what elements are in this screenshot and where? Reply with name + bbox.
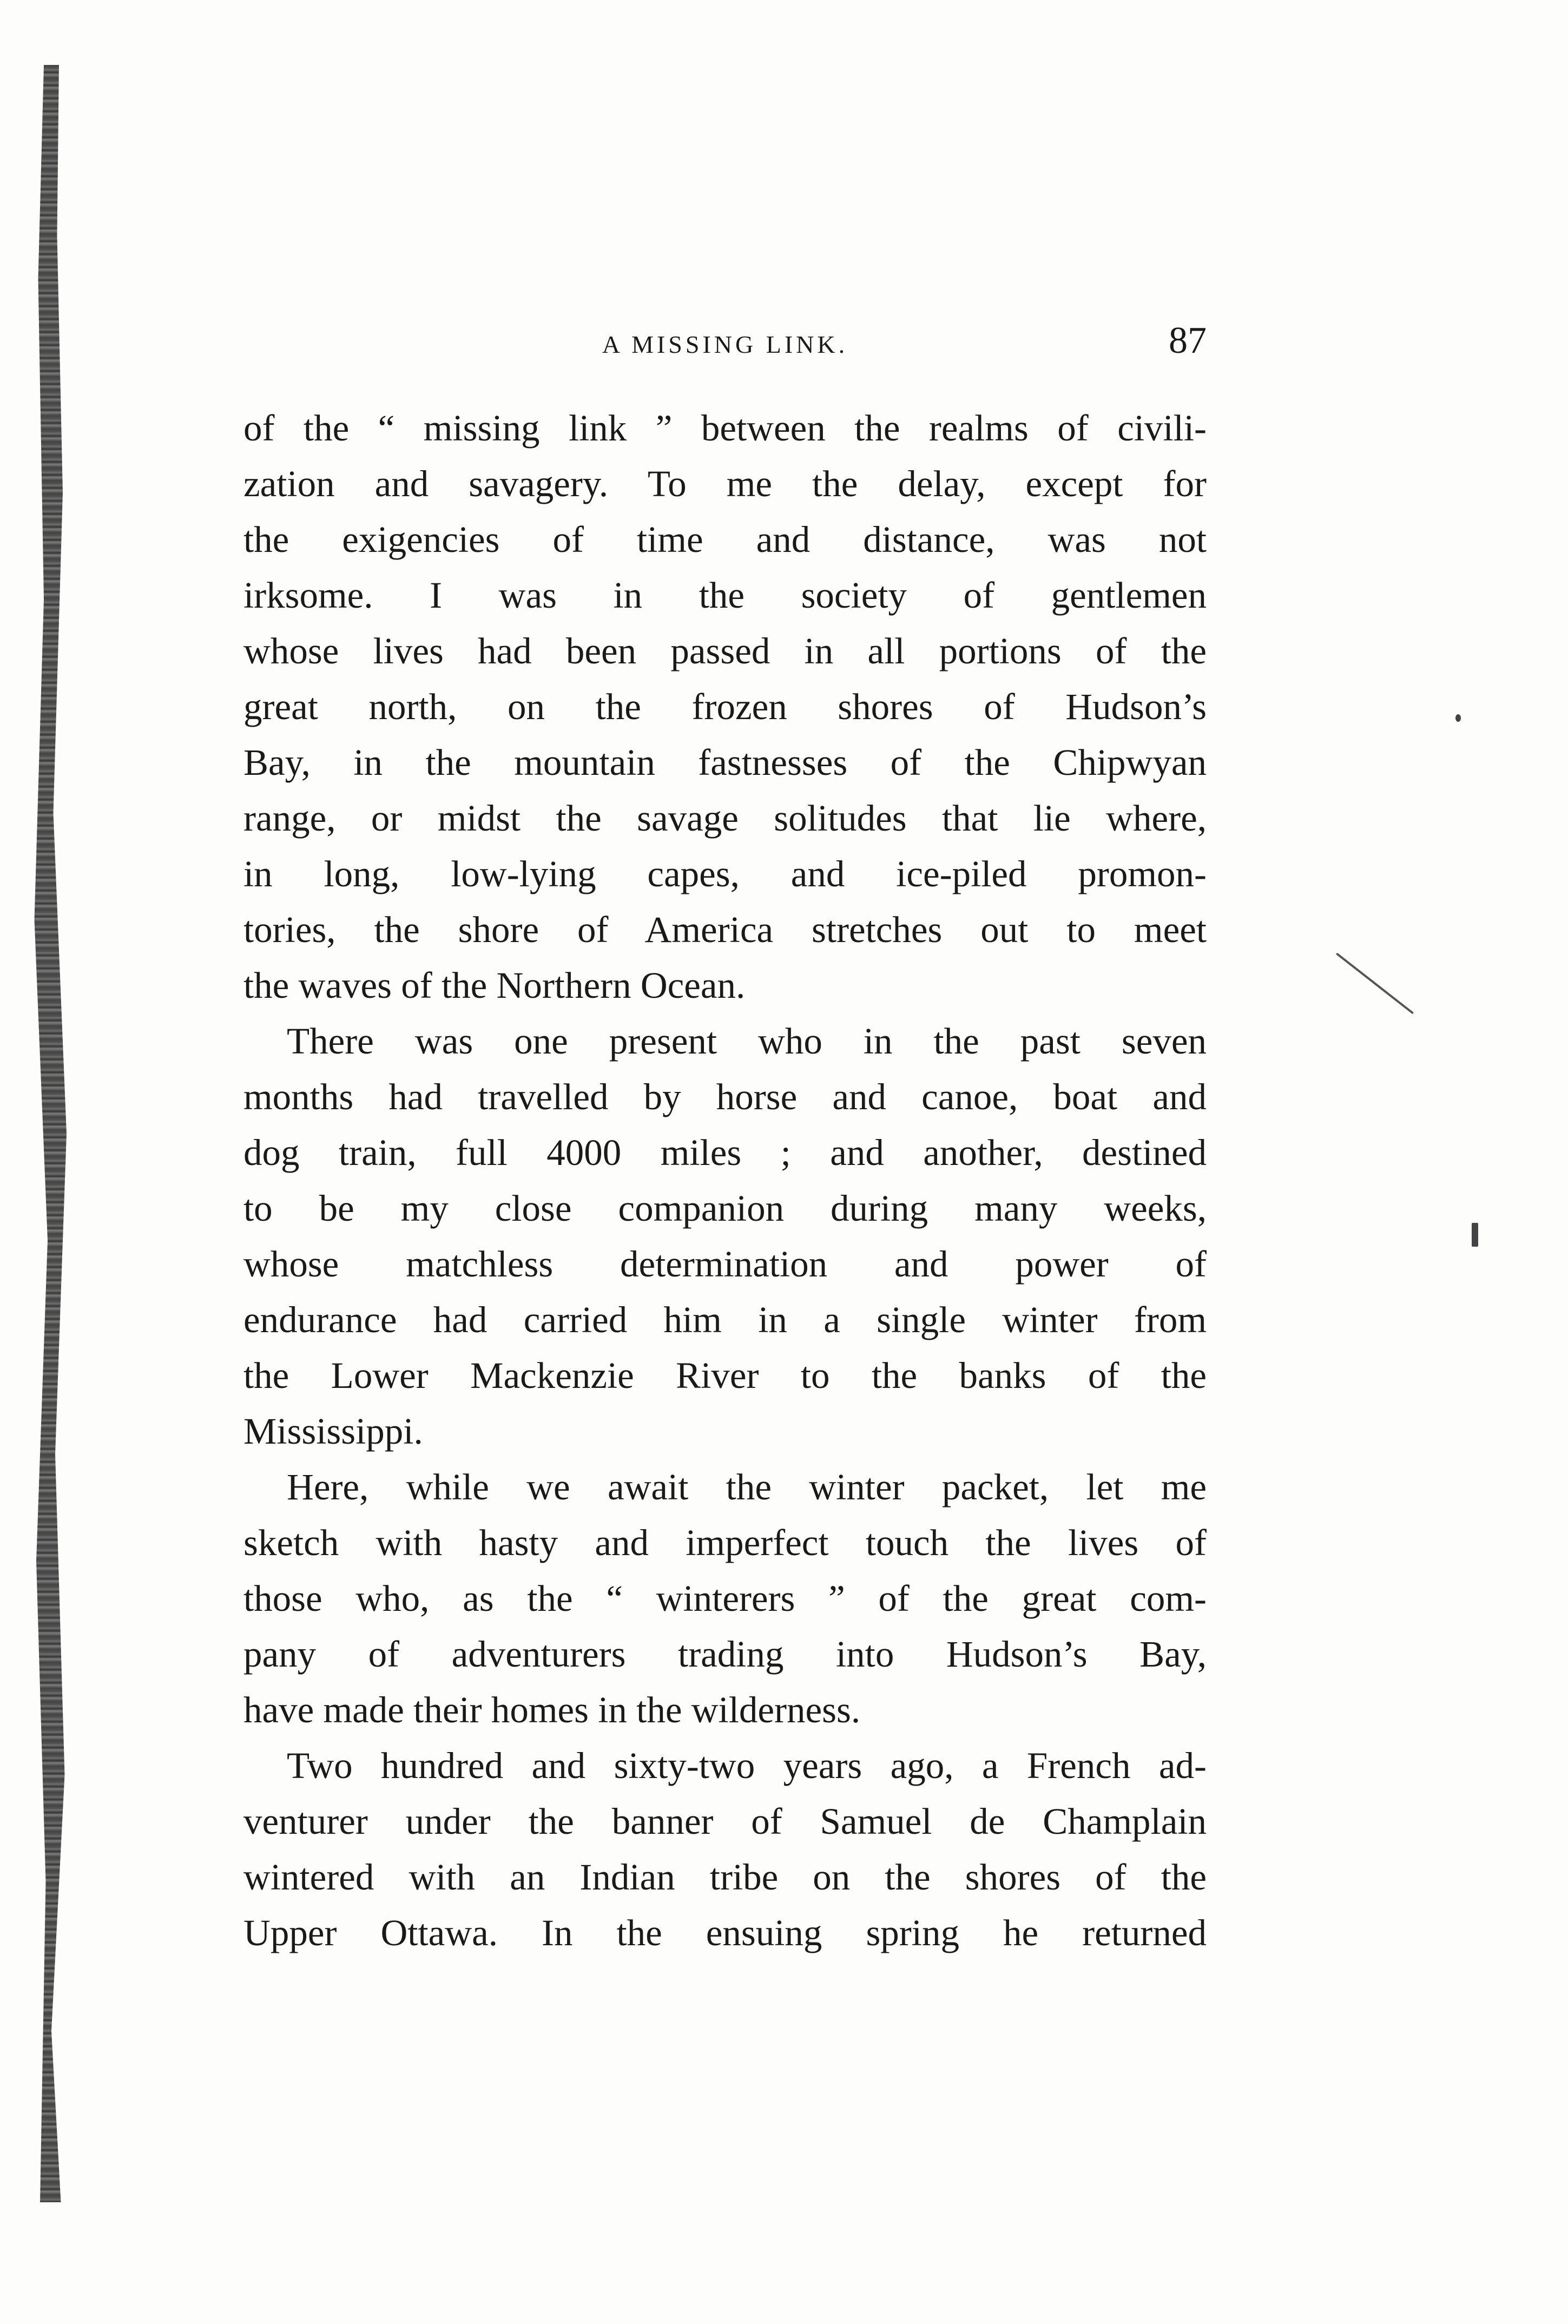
paragraph [243,1013,1207,1459]
text-line: endurance had carried him in a single winter from [243,1299,1207,1340]
text-line: zation and savagery. To me the delay, except for [243,463,1207,504]
text-line: those who, as the “ winterers ” of the great com- [243,1578,1207,1619]
scan-speck [1472,1223,1478,1247]
text-line: range, or midst the savage solitudes that lie where, [243,798,1207,839]
text-line: There was one present who in the past seven [287,1021,1207,1062]
running-title: A MISSING LINK. [602,331,848,358]
text-line: wintered with an Indian tribe on the shores of the [243,1856,1207,1898]
text-line: whose lives had been passed in all portions of the [243,630,1207,671]
body-text [243,400,1207,1961]
text-line: Mississippi. [243,1411,423,1452]
text-line: the exigencies of time and distance, was not [243,519,1207,560]
paragraph [243,1459,1207,1738]
paragraph [243,400,1207,1013]
text-line: great north, on the frozen shores of Hudson’s [243,686,1207,727]
text-line: sketch with hasty and imperfect touch the lives of [243,1522,1207,1563]
text-line: to be my close companion during many weeks, [243,1188,1207,1229]
text-line: dog train, full 4000 miles ; and another, destined [243,1132,1207,1173]
text-line: in long, low-lying capes, and ice-piled promon- [243,853,1207,894]
paragraph [243,1738,1207,1961]
page-number: 87 [1169,320,1207,361]
text-line: Bay, in the mountain fastnesses of the Chipwyan [243,742,1207,783]
scan-speck [1455,714,1461,722]
text-line: irksome. I was in the society of gentlemen [243,575,1207,616]
text-line: have made their homes in the wilderness. [243,1689,861,1730]
text-line: Two hundred and sixty-two years ago, a French ad- [287,1745,1207,1786]
text-line: venturer under the banner of Samuel de Champlain [243,1801,1207,1842]
text-line: of the “ missing link ” between the realms of civili- [243,407,1207,449]
text-line: Upper Ottawa. In the ensuing spring he returned [243,1912,1207,1953]
text-line: the waves of the Northern Ocean. [243,965,746,1006]
scan-mark [1336,952,1414,1014]
scanned-binding-edge [32,65,70,2202]
text-line: months had travelled by horse and canoe, boat and [243,1076,1207,1117]
text-line: the Lower Mackenzie River to the banks of the [243,1355,1207,1396]
text-line: whose matchless determination and power of [243,1243,1207,1285]
text-line: pany of adventurers trading into Hudson’s Bay, [243,1634,1207,1675]
text-line: tories, the shore of America stretches out to meet [243,909,1207,950]
running-head [243,319,1207,368]
text-line: Here, while we await the winter packet, let me [287,1466,1207,1507]
